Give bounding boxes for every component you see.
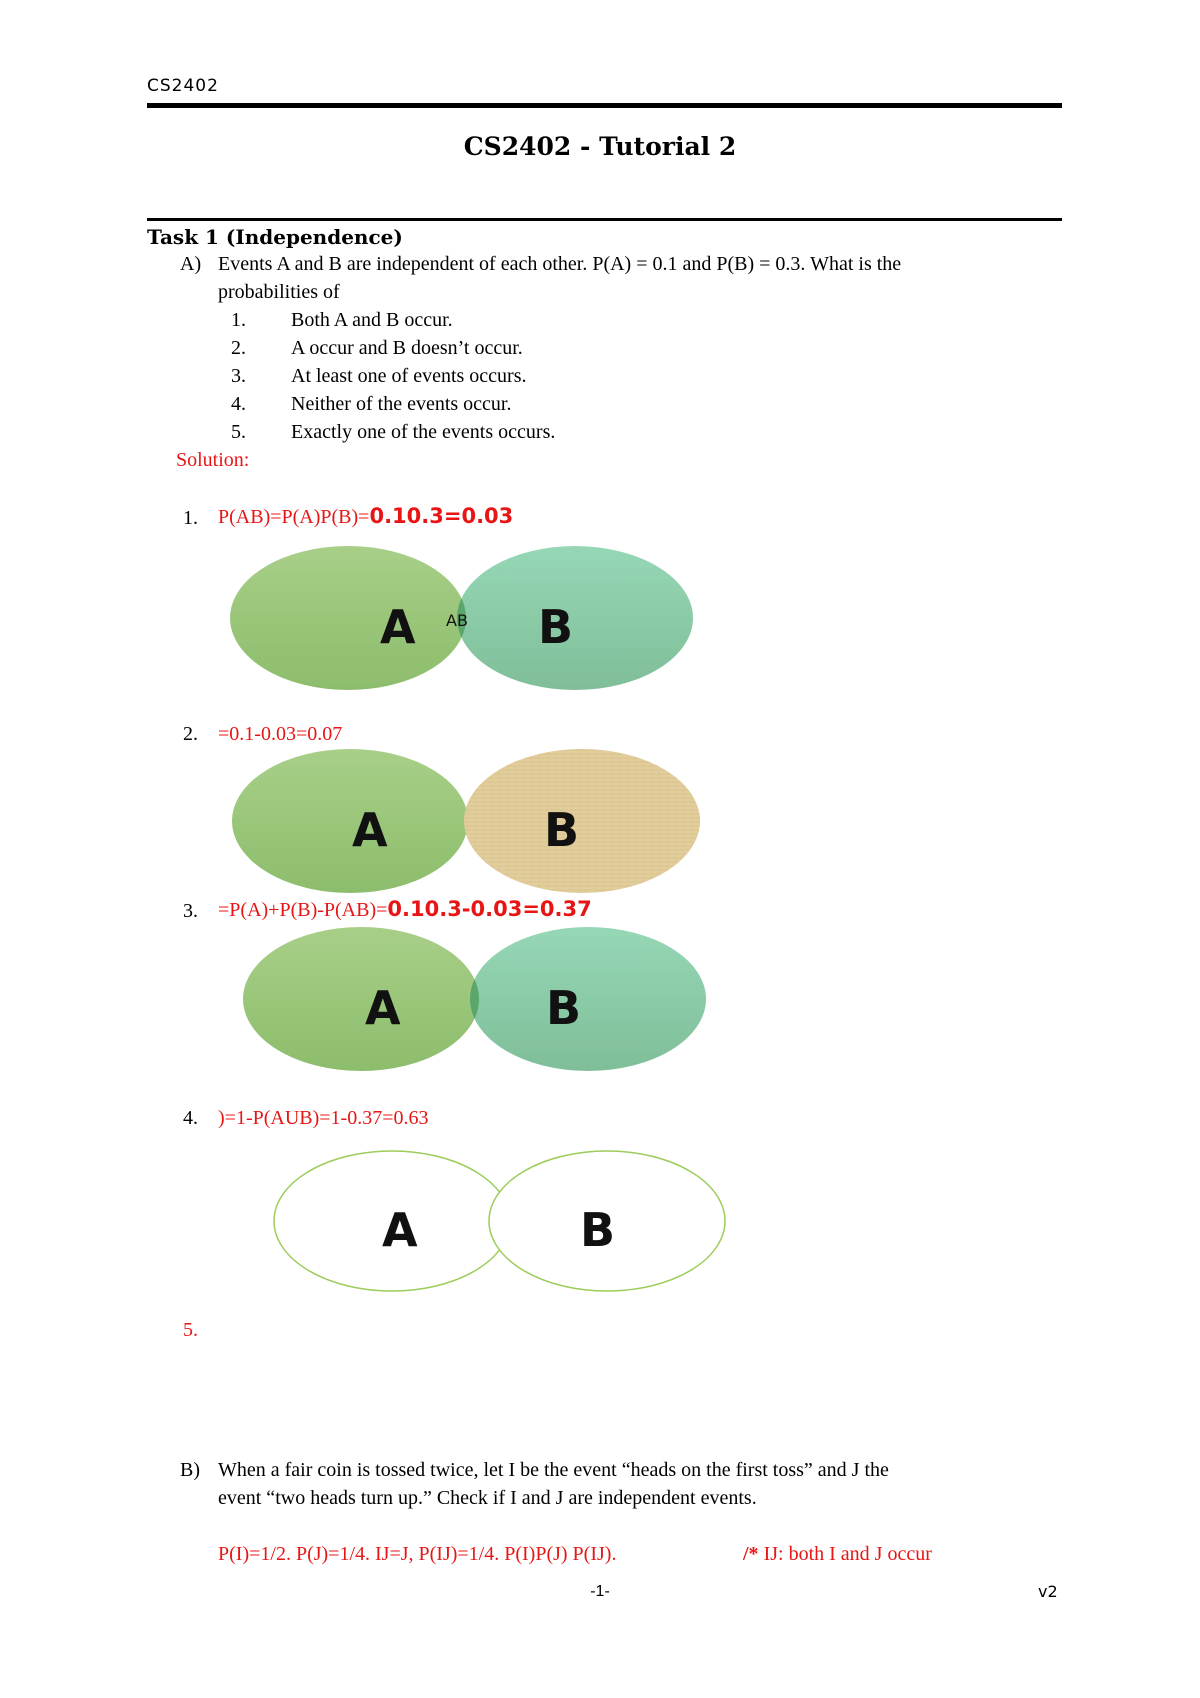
list-item-number: 5. — [231, 421, 246, 443]
venn-label-a: A — [382, 1203, 418, 1257]
list-item-number: 4. — [231, 393, 246, 415]
part-a-letter: A) — [180, 253, 202, 275]
note-text: IJ: both I and J occur — [763, 1543, 932, 1565]
venn-diagram-intersection — [230, 545, 700, 695]
list-item-number: 1. — [231, 309, 246, 331]
part-b-solution: P(I)=1/2. P(J)=1/4. IJ=J, P(IJ)=1/4. P(I)P(J) P(IJ). — [218, 1543, 617, 1565]
venn-diagram-complement — [270, 1148, 740, 1298]
venn-label-a: A — [380, 600, 416, 654]
solution-text: =P(A)+P(B)-P(AB)= — [218, 899, 388, 921]
part-b-question-line2: event “two heads turn up.” Check if I and J are independent events. — [218, 1487, 757, 1509]
part-b-letter: B) — [180, 1459, 200, 1481]
part-b-question-line1: When a fair coin is tossed twice, let I be the event “heads on the first toss” and J the — [218, 1459, 889, 1481]
solution-number: 1. — [183, 507, 198, 529]
venn-diagram-union — [243, 926, 713, 1076]
venn-label-b: B — [546, 981, 582, 1035]
part-b-note — [743, 1540, 932, 1568]
title-rule — [147, 218, 1062, 221]
solution-3 — [218, 895, 592, 924]
solution-number: 4. — [183, 1107, 198, 1129]
solution-2: =0.1-0.03=0.07 — [218, 723, 343, 745]
solution-label: Solution: — [176, 449, 250, 471]
list-item: Neither of the events occur. — [291, 393, 512, 415]
note-prefix: /* — [743, 1543, 759, 1565]
venn-label-b: B — [580, 1203, 616, 1257]
list-item-number: 2. — [231, 337, 246, 359]
set-a-ellipse — [243, 927, 479, 1071]
solution-number: 3. — [183, 900, 198, 922]
page-number: -1- — [590, 1583, 610, 1600]
solution-result: 0.10.3-0.03=0.37 — [387, 897, 592, 921]
set-a-ellipse — [232, 749, 468, 893]
solution-1 — [218, 502, 513, 531]
task-heading: Task 1 (Independence) — [147, 225, 403, 249]
venn-label-a: A — [352, 803, 388, 857]
part-a-question-line1: Events A and B are independent of each other. P(A) = 0.1 and P(B) = 0.3. What is the — [218, 253, 902, 275]
solution-text: P(AB)=P(A)P(B)= — [218, 506, 370, 528]
venn-label-b: B — [544, 803, 580, 857]
version-label: v2 — [1038, 1582, 1058, 1601]
solution-number: 5. — [183, 1319, 198, 1341]
list-item: At least one of events occurs. — [291, 365, 527, 387]
list-item-number: 3. — [231, 365, 246, 387]
running-header: CS2402 — [147, 76, 219, 96]
solution-result: 0.10.3=0.03 — [369, 504, 514, 528]
venn-diagram-a-minus-b — [232, 748, 702, 898]
solution-number: 2. — [183, 723, 198, 745]
venn-label-ab: AB — [446, 611, 468, 630]
header-rule — [147, 103, 1062, 108]
set-b-ellipse — [464, 749, 700, 893]
set-a-ellipse — [230, 546, 466, 690]
part-a-question-line2: probabilities of — [218, 281, 340, 303]
list-item: Exactly one of the events occurs. — [291, 421, 556, 443]
set-b-ellipse — [457, 546, 693, 690]
set-b-ellipse — [470, 927, 706, 1071]
list-item: Both A and B occur. — [291, 309, 453, 331]
page-title: CS2402 - Tutorial 2 — [463, 132, 737, 161]
venn-label-a: A — [365, 981, 401, 1035]
solution-4: )=1-P(AUB)=1-0.37=0.63 — [218, 1107, 429, 1129]
venn-label-b: B — [538, 600, 574, 654]
list-item: A occur and B doesn’t occur. — [291, 337, 523, 359]
